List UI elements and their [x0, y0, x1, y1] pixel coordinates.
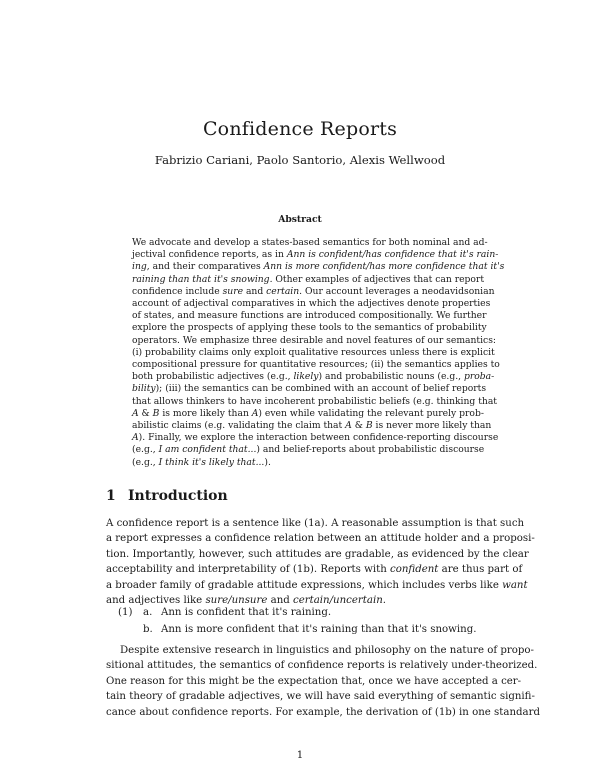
example-number: (1)	[118, 607, 133, 618]
text-line: One reason for this might be the expectation that, once we have accepted a cer-	[106, 675, 522, 687]
text-line: Despite extensive research in linguistics and philosophy on the nature of propo-	[120, 645, 534, 656]
example-text: Ann is more confident that it's raining than that it's snowing.	[161, 624, 477, 635]
text-line: ing, and their comparatives Ann is more confident/has more confidence that it's	[132, 261, 505, 273]
text-line: (i) probability claims only exploit qualitative resources unless there is explicit	[132, 346, 495, 358]
text-line: both probabilistic adjectives (e.g., likely) and probabilistic nouns (e.g., proba-	[132, 371, 495, 383]
example-1	[118, 604, 476, 638]
text-line: account of adjectival comparatives in which the adjectives denote properties	[132, 298, 491, 310]
example-item-b	[118, 621, 476, 638]
abstract-body	[132, 237, 505, 469]
text-line: abilistic claims (e.g. validating the claim that A & B is never more likely than	[132, 420, 492, 432]
example-label: a.	[143, 607, 153, 618]
abstract-heading: Abstract	[278, 214, 322, 225]
text-line: of states, and measure functions are introduced compositionally. We further	[132, 310, 487, 322]
text-line: tion. Importantly, however, such attitudes are gradable, as evidenced by the clear	[106, 548, 529, 560]
text-line: A). Finally, we explore the interaction between confidence-reporting discourse	[132, 432, 499, 444]
text-line: confidence include sure and certain. Our account leverages a neodavidsonian	[132, 285, 495, 297]
text-line: a broader family of gradable attitude expressions, which includes verbs like want	[106, 579, 528, 591]
section-number: 1	[106, 488, 116, 504]
text-line: that allows thinkers to have incoherent probabilistic beliefs (e.g. thinking that	[132, 395, 497, 407]
text-line: (e.g., I think it's likely that...).	[132, 456, 271, 468]
text-line: (e.g., I am confident that...) and belief-reports about probabilistic discourse	[132, 444, 485, 456]
section-title: Introduction	[128, 488, 228, 504]
intro-paragraph-2	[106, 643, 540, 720]
text-line: We advocate and develop a states-based semantics for both nominal and ad-	[132, 237, 488, 248]
text-line: acceptability and interpretability of (1b). Reports with confident are thus part of	[106, 564, 523, 576]
text-line: A & B is more likely than A) even while validating the relevant purely prob-	[132, 407, 484, 419]
text-line: jectival confidence reports, as in Ann is confident/has confidence that it's rain-	[132, 249, 499, 261]
text-line: bility); (iii) the semantics can be combined with an account of belief reports	[132, 383, 487, 395]
text-line: raining than that it's snowing. Other examples of adjectives that can report	[132, 273, 485, 285]
text-line: a report expresses a confidence relation between an attitude holder and a proposi-	[106, 533, 535, 545]
text-line: A confidence report is a sentence like (1a). A reasonable assumption is that such	[106, 518, 525, 529]
text-line: explore the prospects of applying these tools to the semantics of probability	[132, 322, 487, 334]
section-heading	[106, 488, 228, 504]
text-line: and adjectives like sure/unsure and certain/uncertain.	[106, 595, 387, 607]
example-text: Ann is confident that it's raining.	[161, 607, 332, 618]
paper-title: Confidence Reports	[202, 118, 398, 140]
page-number: 1	[296, 750, 304, 761]
intro-paragraph-1	[106, 516, 535, 608]
example-item-a	[118, 604, 476, 621]
text-line: tain theory of gradable adjectives, we will have said everything of semantic signifi-	[106, 691, 535, 703]
example-label: b.	[143, 624, 153, 635]
text-line: sitional attitudes, the semantics of confidence reports is relatively under-theorized.	[106, 660, 538, 672]
authors: Fabrizio Cariani, Paolo Santorio, Alexis Wellwood	[154, 153, 446, 167]
text-line: cance about confidence reports. For example, the derivation of (1b) in one standard	[106, 706, 540, 718]
text-line: operators. We emphasize three desirable and novel features of our semantics:	[132, 334, 497, 346]
text-line: compositional pressure for quantitative resources; (ii) the semantics applies to	[132, 359, 500, 371]
